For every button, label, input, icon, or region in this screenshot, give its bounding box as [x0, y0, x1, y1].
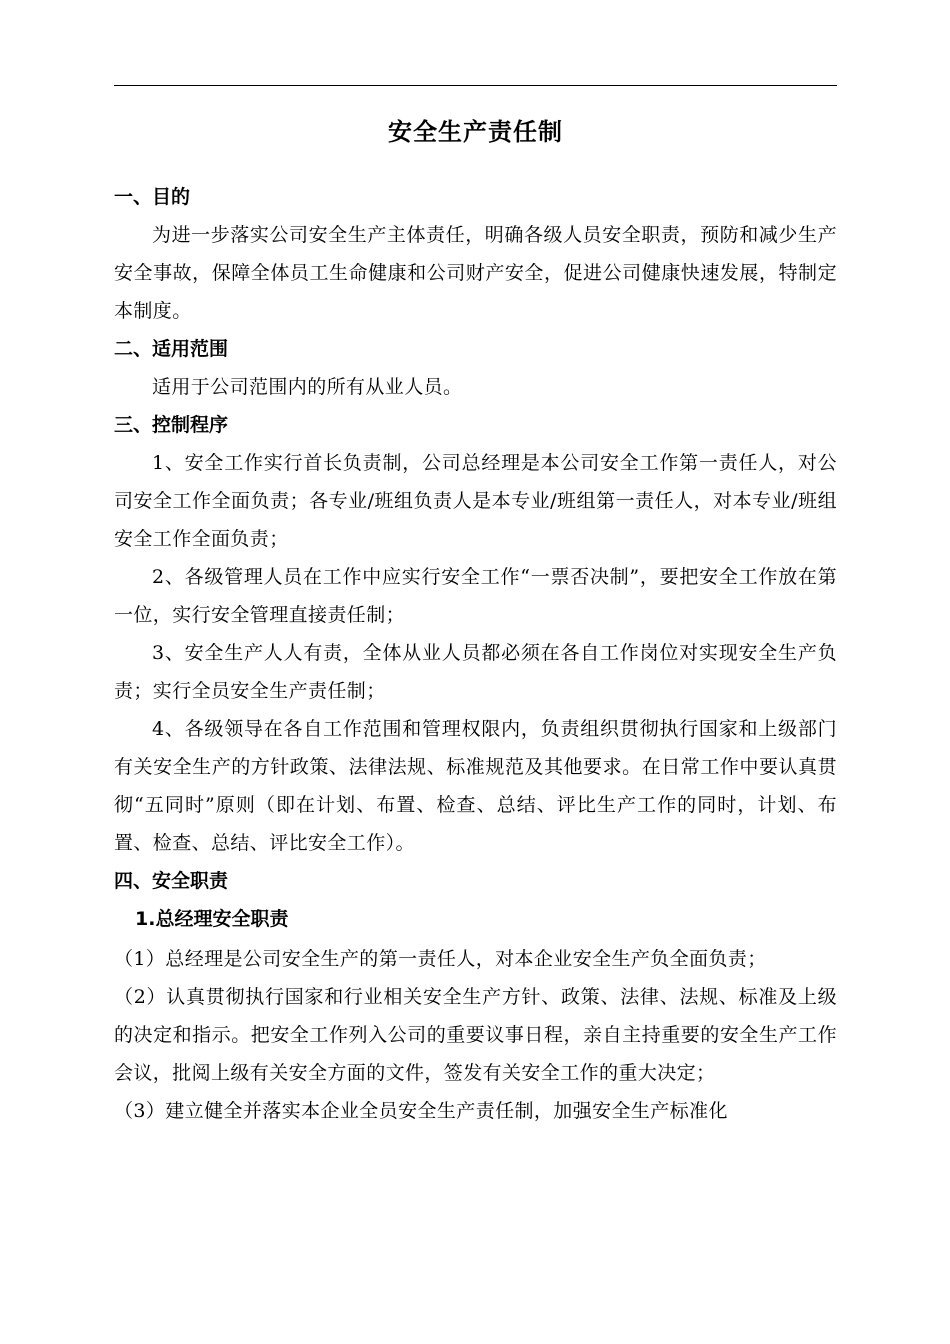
list-item: （2）认真贯彻执行国家和行业相关安全生产方针、政策、法律、法规、标准及上级的决定和指示。把安全工作列入公司的重要议事日程，亲自主持重要的安全生产工作会议，批阅上级有关安全方面的文件，签发有关安全工作的重大决定；: [114, 986, 837, 1084]
section-scope: [114, 330, 837, 406]
document-title: 安全生产责任制: [388, 118, 563, 146]
list-item: （1）总经理是公司安全生产的第一责任人，对本企业安全生产负全面负责；: [114, 948, 767, 970]
paragraph: 1、安全工作实行首长负责制，公司总经理是本公司安全工作第一责任人，对公司安全工作全面负责；各专业/班组负责人是本专业/班组第一责任人，对本专业/班组安全工作全面负责；: [114, 452, 837, 550]
document-body: [114, 178, 837, 1130]
paragraph: 为进一步落实公司安全生产主体责任，明确各级人员安全职责，预防和减少生产安全事故，保障全体员工生命健康和公司财产安全，促进公司健康快速发展，特制定本制度。: [114, 224, 837, 322]
header-rule: [114, 85, 837, 86]
paragraph: 2、各级管理人员在工作中应实行安全工作“一票否决制”，要把安全工作放在第一位，实行安全管理直接责任制；: [114, 566, 837, 626]
paragraph: 3、安全生产人人有责，全体从业人员都必须在各自工作岗位对实现安全生产负责；实行全员安全生产责任制；: [114, 642, 837, 702]
list-item: （3）建立健全并落实本企业全员安全生产责任制，加强安全生产标准化: [114, 1100, 728, 1122]
section-safety-duties: [114, 862, 837, 1130]
paragraph: 适用于公司范围内的所有从业人员。: [152, 376, 463, 398]
subsection-heading: 1.总经理安全职责: [135, 908, 289, 930]
section-heading: 三、控制程序: [114, 414, 229, 436]
section-heading: 二、适用范围: [114, 338, 229, 360]
paragraph: 4、各级领导在各自工作范围和管理权限内，负责组织贯彻执行国家和上级部门有关安全生产的方针政策、法律法规、标准规范及其他要求。在日常工作中要认真贯彻“五同时”原则（即在计划、布置、检查、总结、评比生产工作的同时，计划、布置、检查、总结、评比安全工作）。: [114, 718, 837, 854]
section-control-procedure: [114, 406, 837, 862]
section-purpose: [114, 178, 837, 330]
section-heading: 四、安全职责: [114, 870, 229, 892]
section-heading: 一、目的: [114, 186, 191, 208]
